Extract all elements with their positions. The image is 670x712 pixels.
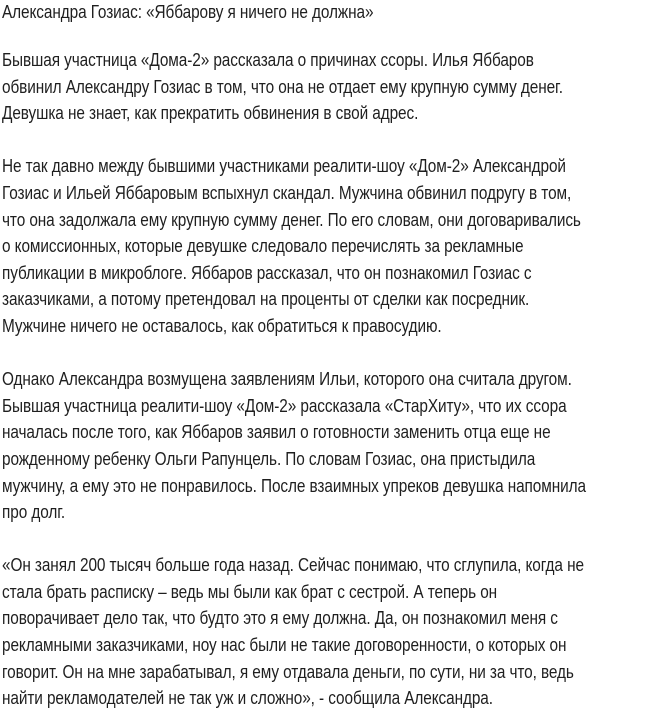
paragraph-3: [2, 366, 668, 526]
text-line: Однако Александра возмущена заявлениям Ильи, которого она считала другом.: [2, 368, 572, 390]
text-line: про долг.: [2, 501, 66, 523]
text-line: Гозиас и Ильей Яббаровым вспыхнул скандал. Мужчина обвинил подругу в том,: [2, 181, 572, 203]
text-line: публикации в микроблоге. Яббаров рассказал, что он познакомил Гозиас с: [2, 261, 532, 283]
text-line: обвинил Александру Гозиас в том, что она не отдает ему крупную сумму денег.: [2, 75, 563, 97]
text-line: заказчиками, а потому претендовал на проценты от сделки как посредник.: [2, 288, 530, 310]
text-line: найти рекламодателей не так уж и сложно», - сообщила Александра.: [2, 687, 493, 709]
text-line: началась после того, как Яббаров заявил о готовности заменить отца еще не: [2, 421, 551, 443]
spacer: [2, 127, 668, 154]
article: [2, 0, 668, 712]
text-line: стала брать расписку – ведь мы были как брат с сестрой. А теперь он: [2, 580, 498, 602]
text-line: «Он занял 200 тысяч больше года назад. Сейчас понимаю, что сглупила, когда не: [2, 554, 584, 576]
text-line: Девушка не знает, как прекратить обвинения в свой адрес.: [2, 102, 419, 124]
spacer: [2, 526, 668, 553]
paragraph-quote: [2, 552, 668, 712]
text-line: Бывшая участница «Дома-2» рассказала о причинах ссоры. Илья Яббаров: [2, 49, 534, 70]
text-line: говорит. Он на мне зарабатывал, я ему отдавала деньги, по сути, ни за что, ведь: [2, 660, 574, 682]
text-line: Не так давно между бывшими участниками реалити-шоу «Дом-2» Александрой: [2, 155, 566, 177]
paragraph-2: [2, 153, 668, 339]
text-line: Мужчине ничего не оставалось, как обратиться к правосудию.: [2, 314, 442, 336]
text-line: мужчину, а ему это не понравилось. После взаимных упреков девушка напомнила: [2, 474, 586, 496]
text-line: что она задолжала ему крупную сумму денег. По его словам, они договаривались: [2, 208, 581, 230]
spacer: [2, 340, 668, 367]
article-title: [2, 0, 668, 24]
text-line: о комиссионных, которые девушке следовало перечислять за рекламные: [2, 235, 524, 257]
spacer: [2, 24, 668, 47]
text-line: поворачивает дело так, что будто это я ему должна. Да, он познакомил меня с: [2, 607, 558, 629]
text-line: рекламными заказчиками, ноу нас были не такие договоренности, о которых он: [2, 634, 567, 656]
text-line: Бывшая участница реалити-шоу «Дом-2» рассказала «СтарХиту», что их ссора: [2, 394, 567, 416]
article-title-text: Александра Гозиас: «Яббарову я ничего не должна»: [2, 1, 374, 22]
paragraph-lead: [2, 47, 668, 127]
text-line: рожденному ребенку Ольги Рапунцель. По словам Гозиас, она пристыдила: [2, 447, 536, 469]
